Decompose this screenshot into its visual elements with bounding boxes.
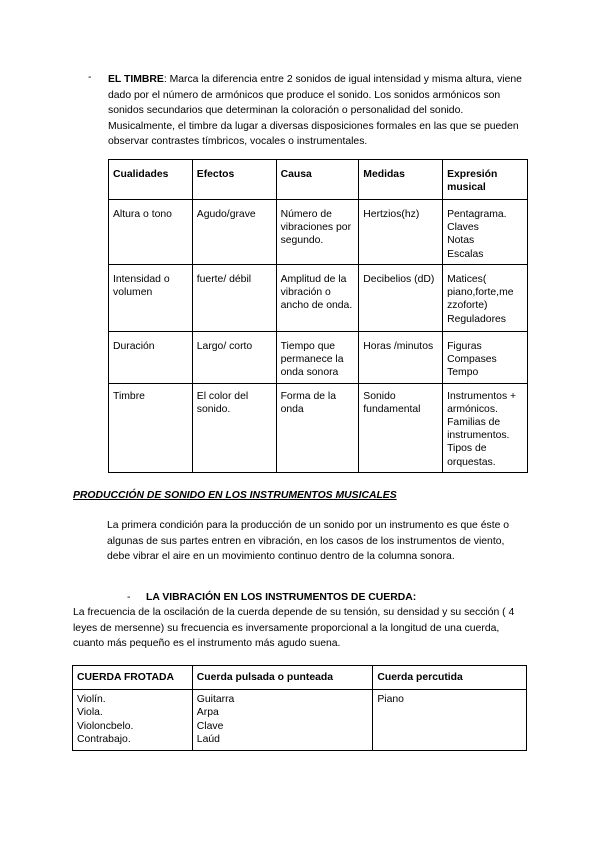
- timbre-paragraph: [108, 72, 528, 150]
- strings-heading: LA VIBRACIÓN EN LOS INSTRUMENTOS DE CUERDA:: [146, 592, 417, 603]
- header-cell: CUERDA FROTADA: [73, 666, 193, 690]
- table-cell: Forma de la onda: [276, 383, 359, 472]
- table-cell: Instrumentos + armónicos. Familias de instrumentos. Tipos de orquestas.: [443, 383, 528, 472]
- table-row: [109, 200, 528, 265]
- bullet-dash: -: [88, 72, 92, 83]
- header-cell: Medidas: [359, 160, 443, 200]
- header-cell: Cualidades: [109, 160, 193, 200]
- table-row: [109, 332, 528, 384]
- table-cell: Matices( piano,forte,me zzoforte) Reguladores: [443, 265, 528, 332]
- table-cell: Duración: [109, 332, 193, 384]
- table-cell: Decibelios (dD): [359, 265, 443, 332]
- bullet-dash: -: [127, 592, 131, 603]
- table-cell: Guitarra Arpa Clave Laúd: [192, 690, 373, 751]
- timbre-term: EL TIMBRE: [108, 74, 164, 85]
- table-header-row: [73, 666, 527, 690]
- timbre-text: : Marca la diferencia entre 2 sonidos de igual intensidad y misma altura, viene dado por el número de armónicos que produce el sonido. Los sonidos armónicos son sonidos secundarios que determinan la coloración o personalidad del sonido. Musicalmente, el timbre da lugar a diversas disposiciones formales en las que se pueden observar contrastes tímbricos, vocales o instrumentales.: [108, 74, 522, 147]
- strings-paragraph: La frecuencia de la oscilación de la cuerda depende de su tensión, su densidad y su sección ( 4 leyes de mersenne) su frecuencia es inversamente proporcional a la longitud de una cuerda, cuanto más pequeño es el instrumento más agudo suena.: [73, 607, 515, 649]
- header-cell: Cuerda percutida: [373, 666, 527, 690]
- production-paragraph: La primera condición para la producción de un sonido por un instrumento es que éste o algunas de sus partes entren en vibración, en los casos de los instrumentos de viento, debe vibrar el aire en un movimiento continuo dentro de la columna sonora.: [107, 520, 510, 562]
- table-cell: Número de vibraciones por segundo.: [276, 200, 359, 265]
- table-cell: Timbre: [109, 383, 193, 472]
- table-cell: Horas /minutos: [359, 332, 443, 384]
- header-cell: Cuerda pulsada o punteada: [192, 666, 373, 690]
- table-cell: Tiempo que permanece la onda sonora: [276, 332, 359, 384]
- header-cell: Efectos: [192, 160, 276, 200]
- table-cell: Altura o tono: [109, 200, 193, 265]
- qualities-table: [108, 159, 528, 473]
- string-instruments-table: [72, 665, 527, 751]
- table-cell: Sonido fundamental: [359, 383, 443, 472]
- table-row: [109, 383, 528, 472]
- table-cell: Amplitud de la vibración o ancho de onda.: [276, 265, 359, 332]
- table-cell: Intensidad o volumen: [109, 265, 193, 332]
- table-row: [109, 265, 528, 332]
- table-cell: Pentagrama. Claves Notas Escalas: [443, 200, 528, 265]
- table-cell: Hertzios(hz): [359, 200, 443, 265]
- table-cell: El color del sonido.: [192, 383, 276, 472]
- table-cell: Largo/ corto: [192, 332, 276, 384]
- table-cell: Piano: [373, 690, 527, 751]
- table-cell: Violín. Viola. Violoncbelo. Contrabajo.: [73, 690, 193, 751]
- table-row: [73, 690, 527, 751]
- production-heading: PRODUCCIÓN DE SONIDO EN LOS INSTRUMENTOS MUSICALES: [73, 490, 397, 501]
- table-cell: Agudo/grave: [192, 200, 276, 265]
- header-cell: Expresión musical: [443, 160, 528, 200]
- table-cell: fuerte/ débil: [192, 265, 276, 332]
- table-header-row: [109, 160, 528, 200]
- table-cell: Figuras Compases Tempo: [443, 332, 528, 384]
- header-cell: Causa: [276, 160, 359, 200]
